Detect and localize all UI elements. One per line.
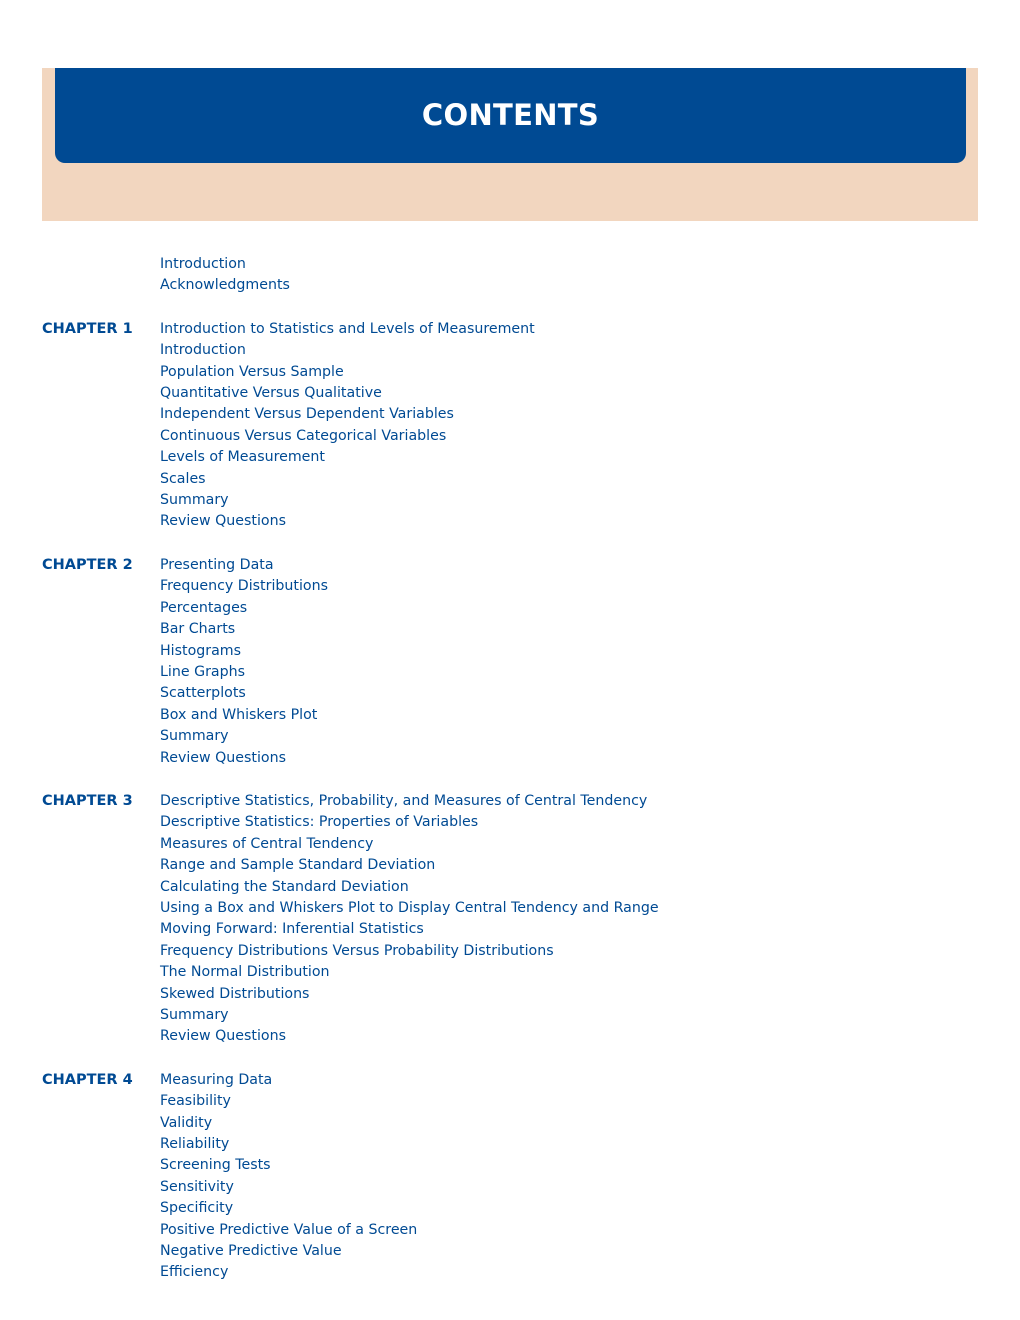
contents-header [55,68,966,163]
toc-entry[interactable]: Reliability [160,1136,230,1153]
toc-entry[interactable]: Percentages [160,599,248,616]
toc-entry[interactable]: Continuous Versus Categorical Variables [160,427,447,444]
toc-entry[interactable]: Descriptive Statistics: Properties of Variables [160,814,479,831]
toc-entry[interactable]: Range and Sample Standard Deviation [160,857,436,874]
toc-entry[interactable]: Summary [160,1007,229,1023]
toc-entry[interactable]: Skewed Distributions [160,985,310,1002]
toc-entry[interactable]: Line Graphs [160,663,245,680]
chapter-2-label: CHAPTER 2 [42,556,133,573]
toc-entry[interactable]: Independent Versus Dependent Variables [160,406,454,423]
toc-entry[interactable]: Scales [160,470,206,487]
chapter-3-title[interactable]: Descriptive Statistics, Probability, and Measures of Central Tendency [160,792,648,809]
toc-entry[interactable]: Frequency Distributions Versus Probability Distributions [160,942,554,959]
chapter-3-group [0,791,1020,1048]
toc-entry[interactable]: Bar Charts [160,621,236,638]
chapter-3-label: CHAPTER 3 [42,792,133,809]
toc-entry[interactable]: Review Questions [160,513,286,530]
toc-entry[interactable]: Review Questions [160,1028,286,1045]
chapter-2-title[interactable]: Presenting Data [160,556,274,573]
chapter-1-group [0,319,1020,533]
toc-entry[interactable]: Box and Whiskers Plot [160,706,318,723]
toc-entry[interactable]: Calculating the Standard Deviation [160,878,409,895]
toc-entry[interactable]: Frequency Distributions [160,578,328,595]
toc-entry[interactable]: Measures of Central Tendency [160,835,374,852]
table-of-contents [0,254,1020,1306]
chapter-4-label: CHAPTER 4 [42,1071,133,1088]
toc-entry[interactable]: Efficiency [160,1264,229,1281]
toc-entry[interactable]: Positive Predictive Value of a Screen [160,1221,418,1238]
toc-entry-acknowledgments[interactable]: Acknowledgments [160,277,290,294]
toc-entry[interactable]: Sensitivity [160,1178,234,1195]
page-title: CONTENTS [421,97,600,132]
toc-entry[interactable]: Scatterplots [160,685,246,702]
toc-entry[interactable]: Negative Predictive Value [160,1243,342,1260]
toc-entry[interactable]: Summary [160,492,229,509]
chapter-4-title[interactable]: Measuring Data [160,1071,273,1088]
toc-entry[interactable]: Population Versus Sample [160,363,344,380]
toc-entry[interactable]: Histograms [160,642,241,659]
chapter-1-label: CHAPTER 1 [42,320,133,337]
chapter-1-title[interactable]: Introduction to Statistics and Levels of Measurement [160,320,535,337]
chapter-list [0,319,1020,1284]
toc-entry[interactable]: Validity [160,1114,213,1131]
toc-entry[interactable]: Specificity [160,1200,234,1217]
toc-entry[interactable]: Using a Box and Whiskers Plot to Display Central Tendency and Range [160,899,659,916]
toc-entry[interactable]: Quantitative Versus Qualitative [160,385,382,402]
toc-entry[interactable]: Levels of Measurement [160,449,325,466]
chapter-4-group [0,1070,1020,1284]
toc-entry-introduction[interactable]: Introduction [160,256,246,272]
toc-entry[interactable]: Feasibility [160,1093,231,1110]
toc-entry[interactable]: Moving Forward: Inferential Statistics [160,921,424,938]
toc-entry[interactable]: Review Questions [160,749,286,766]
toc-entry[interactable]: Screening Tests [160,1157,271,1174]
front-matter [0,254,1020,297]
toc-entry[interactable]: The Normal Distribution [160,964,330,981]
toc-entry[interactable]: Introduction [160,342,246,359]
toc-entry[interactable]: Summary [160,728,229,745]
chapter-2-group [0,555,1020,769]
